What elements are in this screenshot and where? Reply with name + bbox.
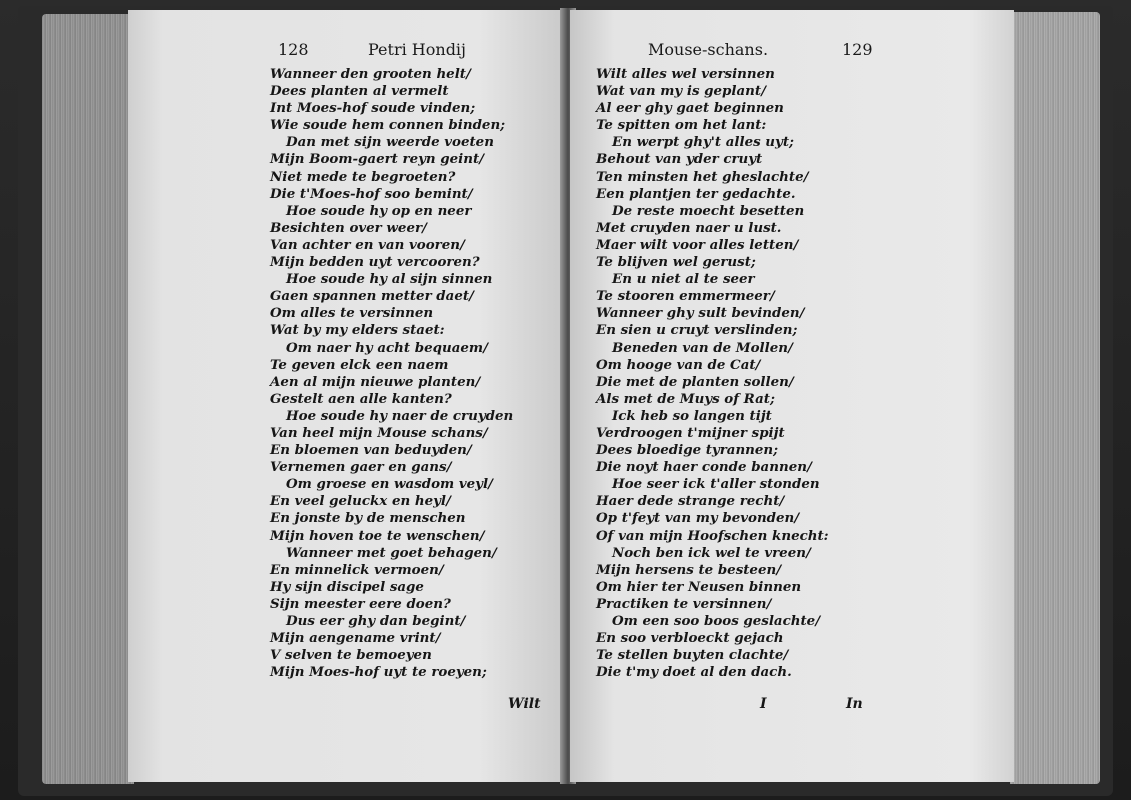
- verse-line: Met cruyden naer u lust.: [596, 219, 782, 236]
- verse-line: Mijn bedden uyt vercooren?: [270, 254, 480, 271]
- verse-line: En veel geluckx en heyl/: [270, 493, 451, 510]
- verse-line: Beneden van de Mollen/: [612, 339, 793, 356]
- verse-line: Op t'feyt van my bevonden/: [596, 510, 800, 527]
- verse-line: Hoe soude hy al sijn sinnen: [286, 271, 493, 288]
- verse-line: Dees planten al vermelt: [270, 83, 449, 100]
- verse-line: Gaen spannen metter daet/: [270, 288, 474, 305]
- verse-line: Dan met sijn weerde voeten: [286, 134, 494, 151]
- verse-line: Wanneer met goet behagen/: [286, 544, 497, 561]
- verse-line: Mijn Moes-hof uyt te roeyen;: [270, 664, 487, 681]
- verse-line: Wie soude hem connen binden;: [270, 117, 506, 134]
- verse-line: Wanneer den grooten helt/: [270, 66, 471, 82]
- verse-line: Om hier ter Neusen binnen: [596, 578, 802, 595]
- verse-line: Hoe soude hy naer de cruyden: [286, 407, 514, 424]
- verse-line: Van heel mijn Mouse schans/: [270, 424, 488, 441]
- verse-line: Behout van yder cruyt: [596, 151, 763, 168]
- verse-line: Die met de planten sollen/: [596, 373, 794, 390]
- verse-line: Haer dede strange recht/: [596, 493, 785, 510]
- verse-line: Om een soo boos geslachte/: [612, 613, 821, 629]
- verse-line: Als met de Muys of Rat;: [596, 390, 775, 407]
- verse-line: Of van mijn Hoofschen knecht:: [596, 527, 829, 544]
- verse-line: Om hooge van de Cat/: [596, 356, 761, 373]
- verse-line: Hoe seer ick t'aller stonden: [612, 476, 820, 493]
- verse-line: Te spitten om het lant:: [596, 117, 767, 134]
- right-page: [570, 10, 1014, 782]
- verse-line: Besichten over weer/: [270, 219, 427, 236]
- verse-line: Een plantjen ter gedachte.: [596, 185, 796, 202]
- verse-line: Sijn meester eere doen?: [270, 595, 451, 612]
- verse-line: Verdroogen t'mijner spijt: [596, 424, 785, 441]
- verse-line: Te geven elck een naem: [270, 356, 449, 373]
- verse-line: Ten minsten het gheslachte/: [596, 168, 809, 185]
- right-verse-lines: [596, 66, 829, 681]
- verse-line: Int Moes-hof soude vinden;: [270, 100, 476, 117]
- left-page: [128, 10, 566, 782]
- verse-line: Mijn Boom-gaert reyn geint/: [270, 151, 485, 168]
- right-running-head: Mouse-schans.: [648, 40, 769, 59]
- left-catchword: Wilt: [508, 696, 541, 712]
- verse-line: Wilt alles wel versinnen: [596, 66, 775, 82]
- verse-line: Mijn aengename vrint/: [270, 630, 441, 647]
- verse-line: Te blijven wel gerust;: [596, 254, 756, 271]
- verse-line: En minnelick vermoen/: [270, 561, 444, 578]
- verse-line: En bloemen van beduyden/: [270, 442, 472, 459]
- verse-line: En sien u cruyt verslinden;: [596, 322, 798, 339]
- verse-line: Ick heb so langen tijt: [612, 407, 772, 424]
- verse-line: Dees bloedige tyrannen;: [596, 442, 779, 459]
- verse-line: Dus eer ghy dan begint/: [286, 613, 466, 629]
- left-page-number: 128: [278, 40, 309, 59]
- verse-line: Mijn hoven toe te wenschen/: [270, 527, 485, 544]
- verse-line: Aen al mijn nieuwe planten/: [270, 373, 481, 390]
- verse-line: Hy sijn discipel sage: [270, 578, 424, 595]
- verse-line: Maer wilt voor alles letten/: [596, 236, 799, 253]
- verse-line: Noch ben ick wel te vreen/: [612, 544, 811, 561]
- verse-line: Niet mede te begroeten?: [270, 168, 456, 185]
- verse-line: Wanneer ghy sult bevinden/: [596, 305, 805, 322]
- verse-line: Om alles te versinnen: [270, 305, 434, 322]
- verse-line: Die noyt haer conde bannen/: [596, 459, 812, 476]
- verse-line: Practiken te versinnen/: [596, 595, 772, 612]
- left-verse-lines: [270, 66, 513, 681]
- verse-line: Mijn hersens te besteen/: [596, 561, 782, 578]
- right-catchword: In: [846, 696, 863, 712]
- verse-line: De reste moecht besetten: [612, 202, 805, 219]
- verse-line: Gestelt aen alle kanten?: [270, 390, 452, 407]
- verse-line: Van achter en van vooren/: [270, 236, 465, 253]
- right-page-number: 129: [842, 40, 873, 59]
- verse-line: Om groese en wasdom veyl/: [286, 476, 493, 493]
- verse-line: Die t'my doet al den dach.: [596, 664, 792, 681]
- verse-line: Te stellen buyten clachte/: [596, 647, 789, 664]
- verse-line: Vernemen gaer en gans/: [270, 459, 452, 476]
- verse-line: Die t'Moes-hof soo bemint/: [270, 185, 473, 202]
- verse-line: En u niet al te seer: [612, 271, 755, 288]
- verse-line: En werpt ghy't alles uyt;: [612, 134, 794, 151]
- right-page-edges: [1010, 12, 1100, 784]
- verse-line: Al eer ghy gaet beginnen: [596, 100, 784, 117]
- left-running-head: Petri Hondij: [368, 40, 467, 59]
- verse-line: Wat by my elders staet:: [270, 322, 445, 339]
- verse-line: En soo verbloeckt gejach: [596, 630, 784, 647]
- verse-line: Om naer hy acht bequaem/: [286, 339, 488, 356]
- right-catchword-mark: I: [760, 696, 767, 712]
- verse-line: Wat van my is geplant/: [596, 83, 766, 100]
- verse-line: V selven te bemoeyen: [270, 647, 432, 664]
- verse-line: Te stooren emmermeer/: [596, 288, 775, 305]
- verse-line: En jonste by de menschen: [270, 510, 466, 527]
- left-page-edges: [42, 14, 134, 784]
- verse-line: Hoe soude hy op en neer: [286, 202, 472, 219]
